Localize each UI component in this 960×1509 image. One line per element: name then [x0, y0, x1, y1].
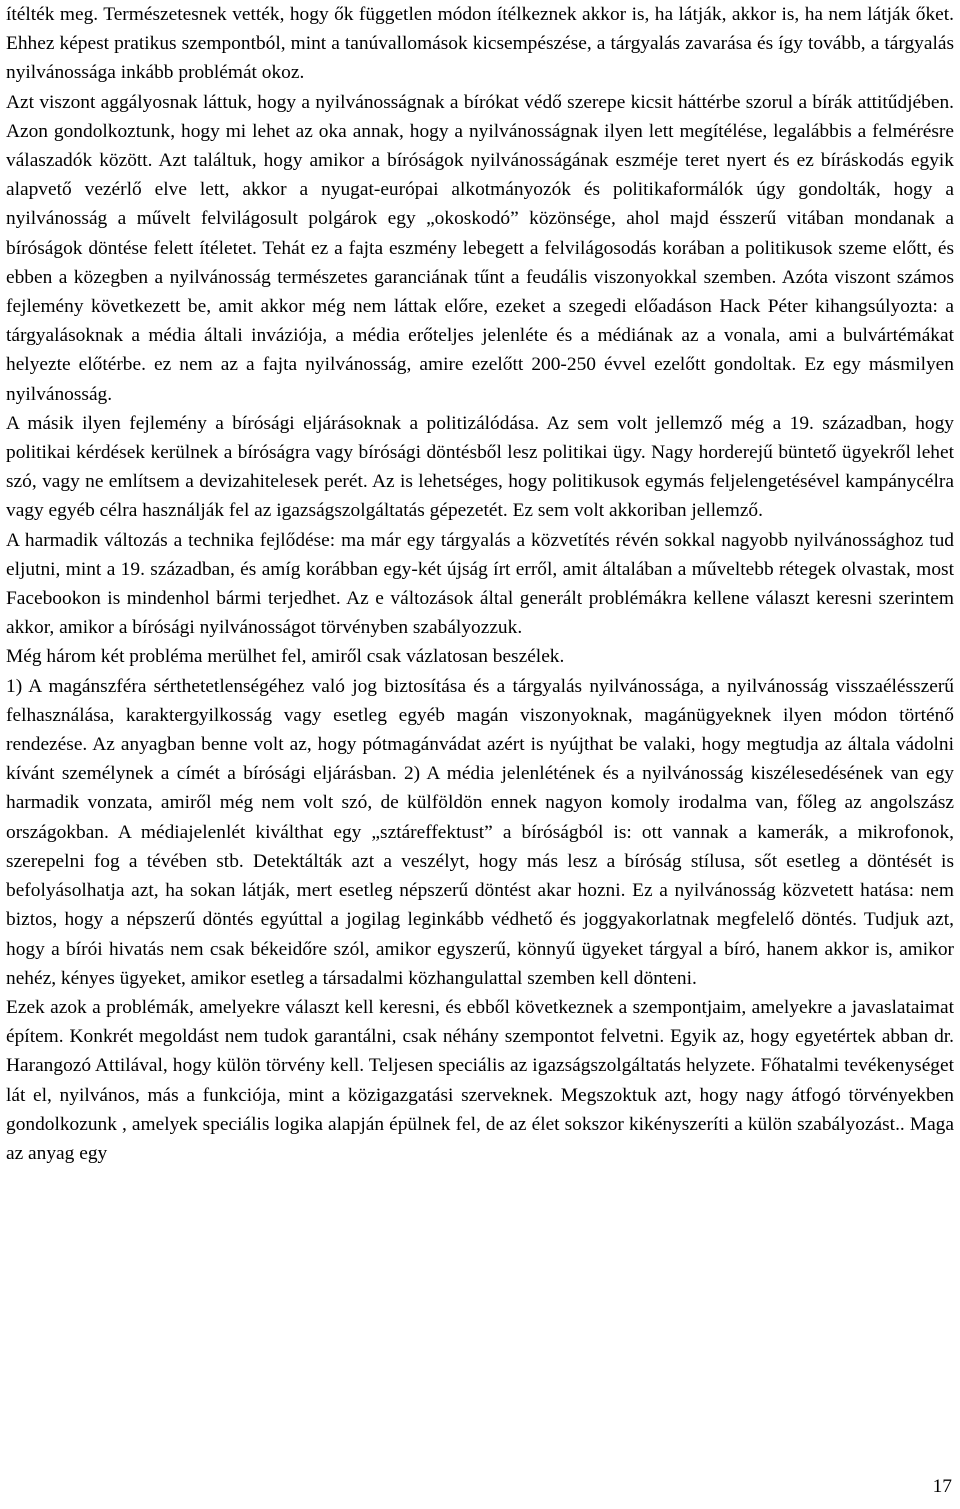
- paragraph-5: Még három két probléma merülhet fel, amiről csak vázlatosan beszélek.: [6, 646, 565, 668]
- paragraph-2: Azt viszont aggályosnak láttuk, hogy a nyilvánosságnak a bírókat védő szerepe kicsit háttérbe szorul a bírák attitűdjében. Azon gondolkoztunk, hogy mi lehet az oka annak, hogy a nyilvánosságnak ilyen lett megítélése, legalábbis a felmérésre válaszadók között. Azt találtuk, hogy amikor a bíróságok nyilvánosságának eszméje teret nyert és ez bíráskodás egyik alapvető vezérlő elve lett, akkor a nyugat-európai alkotmányozók és politikaformálók úgy gondolták, hogy a nyilvánosság a művelt felvilágosult polgárok egy „okoskodó” közönsége, ahol majd ésszerű vitában mondanak a bíróságok döntése felett ítéletet. Tehát ez a fajta eszmény lebegett a felvilágosodás korában a politikusok szeme előtt, és ebben a közegben a nyilvánosság természetes garanciának tűnt a feudális viszonyokkal szemben. Azóta viszont számos fejlemény következett be, amit akkor még nem láttak előre, ezeket a szegedi előadáson Hack Péter kihangsúlyozta: a tárgyalásoknak a média általi inváziója, a média erőteljes jelenléte és a médiának az a vonala, ami a bulvártémákat helyezte előtérbe. ez nem az a fajta nyilvánosság, amire ezelőtt 200-250 évvel ezelőtt gondoltak. Ez egy másmilyen nyilvánosság.: [6, 91, 954, 405]
- paragraph-7: Ezek azok a problémák, amelyekre választ kell keresni, és ebből következnek a szempontjaim, amelyekre a javaslataimat építem. Konkrét megoldást nem tudok garantálni, csak néhány szempontot felvetni. Egyik az, hogy egyetértek abban dr. Harangozó Attilával, hogy külön törvény kell. Teljesen speciális az igazságszolgáltatás helyzete. Főhatalmi tevékenységet lát el, nyilvános, más a funkciója, mint a közigazgatási szerveknek. Megszoktuk azt, hogy nagy átfogó törvényekben gondolkozunk , amelyek speciális logika alapján épülnek fel, de az élet sokszor kikényszeríti a külön szabályozást.. Maga az anyag egy: [6, 996, 954, 1164]
- paragraph-6: 1) A magánszféra sérthetetlenségéhez való jog biztosítása és a tárgyalás nyilvánossága, a nyilvánosság visszaélésszerű felhasználása, karaktergyilkosság vagy esetleg egyéb magán viszonyoknak, magánügyeknek ilyen módon történő rendezése. Az anyagban benne volt az, hogy pótmagánvádat azért is nyújthat be valaki, hogy megtudja az általa vádolni kívánt személynek a címét a bírósági eljárásban. 2) A média jelenlétének és a nyilvánosság kiszélesedésének van egy harmadik vonzata, amiről még nem volt szó, de külföldön ennek nagyon komoly irodalma van, főleg az angolszász országokban. A médiajelenlét kiválthat egy „sztáreffektust” a bíróságból is: ott vannak a kamerák, a mikrofonok, szerepelni fog a tévében stb. Detektálták azt a veszélyt, hogy más lesz a bíróság stílusa, sőt esetleg a döntését is befolyásolhatja azt, ha sokan látják, mert esetleg népszerű döntést akar hozni. Ez a nyilvánosság közvetett hatása: nem biztos, hogy a népszerű döntés egyúttal a jogilag leginkább védhető és joggyakorlatnak megfelelő döntés. Tudjuk azt, hogy a bírói hivatás nem csak békeidőre szól, amikor egyszerű, könnyű ügyeket tárgyal a bíró, hanem akkor is, amikor nehéz, kényes ügyeket, amikor esetleg a társadalmi közhangulattal szemben kell dönteni.: [6, 675, 954, 989]
- page-number: 17: [932, 1476, 952, 1497]
- paragraph-3: A másik ilyen fejlemény a bírósági eljárásoknak a politizálódása. Az sem volt jellemző még a 19. században, hogy politikai kérdések kerülnek a bíróságra vagy bírósági döntésből lesz politikai ügy. Nagy horderejű büntető ügyekről lehet szó, vagy ne említsem a devizahitelesek perét. Az is lehetséges, hogy politikusok egymás feljelengetésével kampánycélra vagy egyéb célra használják fel az igazságszolgáltatás gépezetét. Ez sem volt akkoriban jellemző.: [6, 412, 954, 522]
- paragraph-4: A harmadik változás a technika fejlődése: ma már egy tárgyalás a közvetítés révén sokkal nagyobb nyilvánossághoz tud eljutni, mint a 19. században, és amíg korábban egy-két újság írt erről, amit általában a műveltebb rétegek olvastak, most Facebookon is mindenhol bármi terjedhet. Az e változások által generált problémákra kellene választ keresni szerintem akkor, amikor a bírósági nyilvánosságot törvényben szabályozzuk.: [6, 529, 954, 639]
- document-page: [6, 0, 954, 1168]
- paragraph-1: ítélték meg. Természetesnek vették, hogy ők független módon ítélkeznek akkor is, ha látják, akkor is, ha nem látják őket. Ehhez képest pratikus szempontból, mint a tanúvallomások kicsempészése, a tárgyalás zavarása és így tovább, a tárgyalás nyilvánossága inkább problémát okoz.: [6, 4, 954, 84]
